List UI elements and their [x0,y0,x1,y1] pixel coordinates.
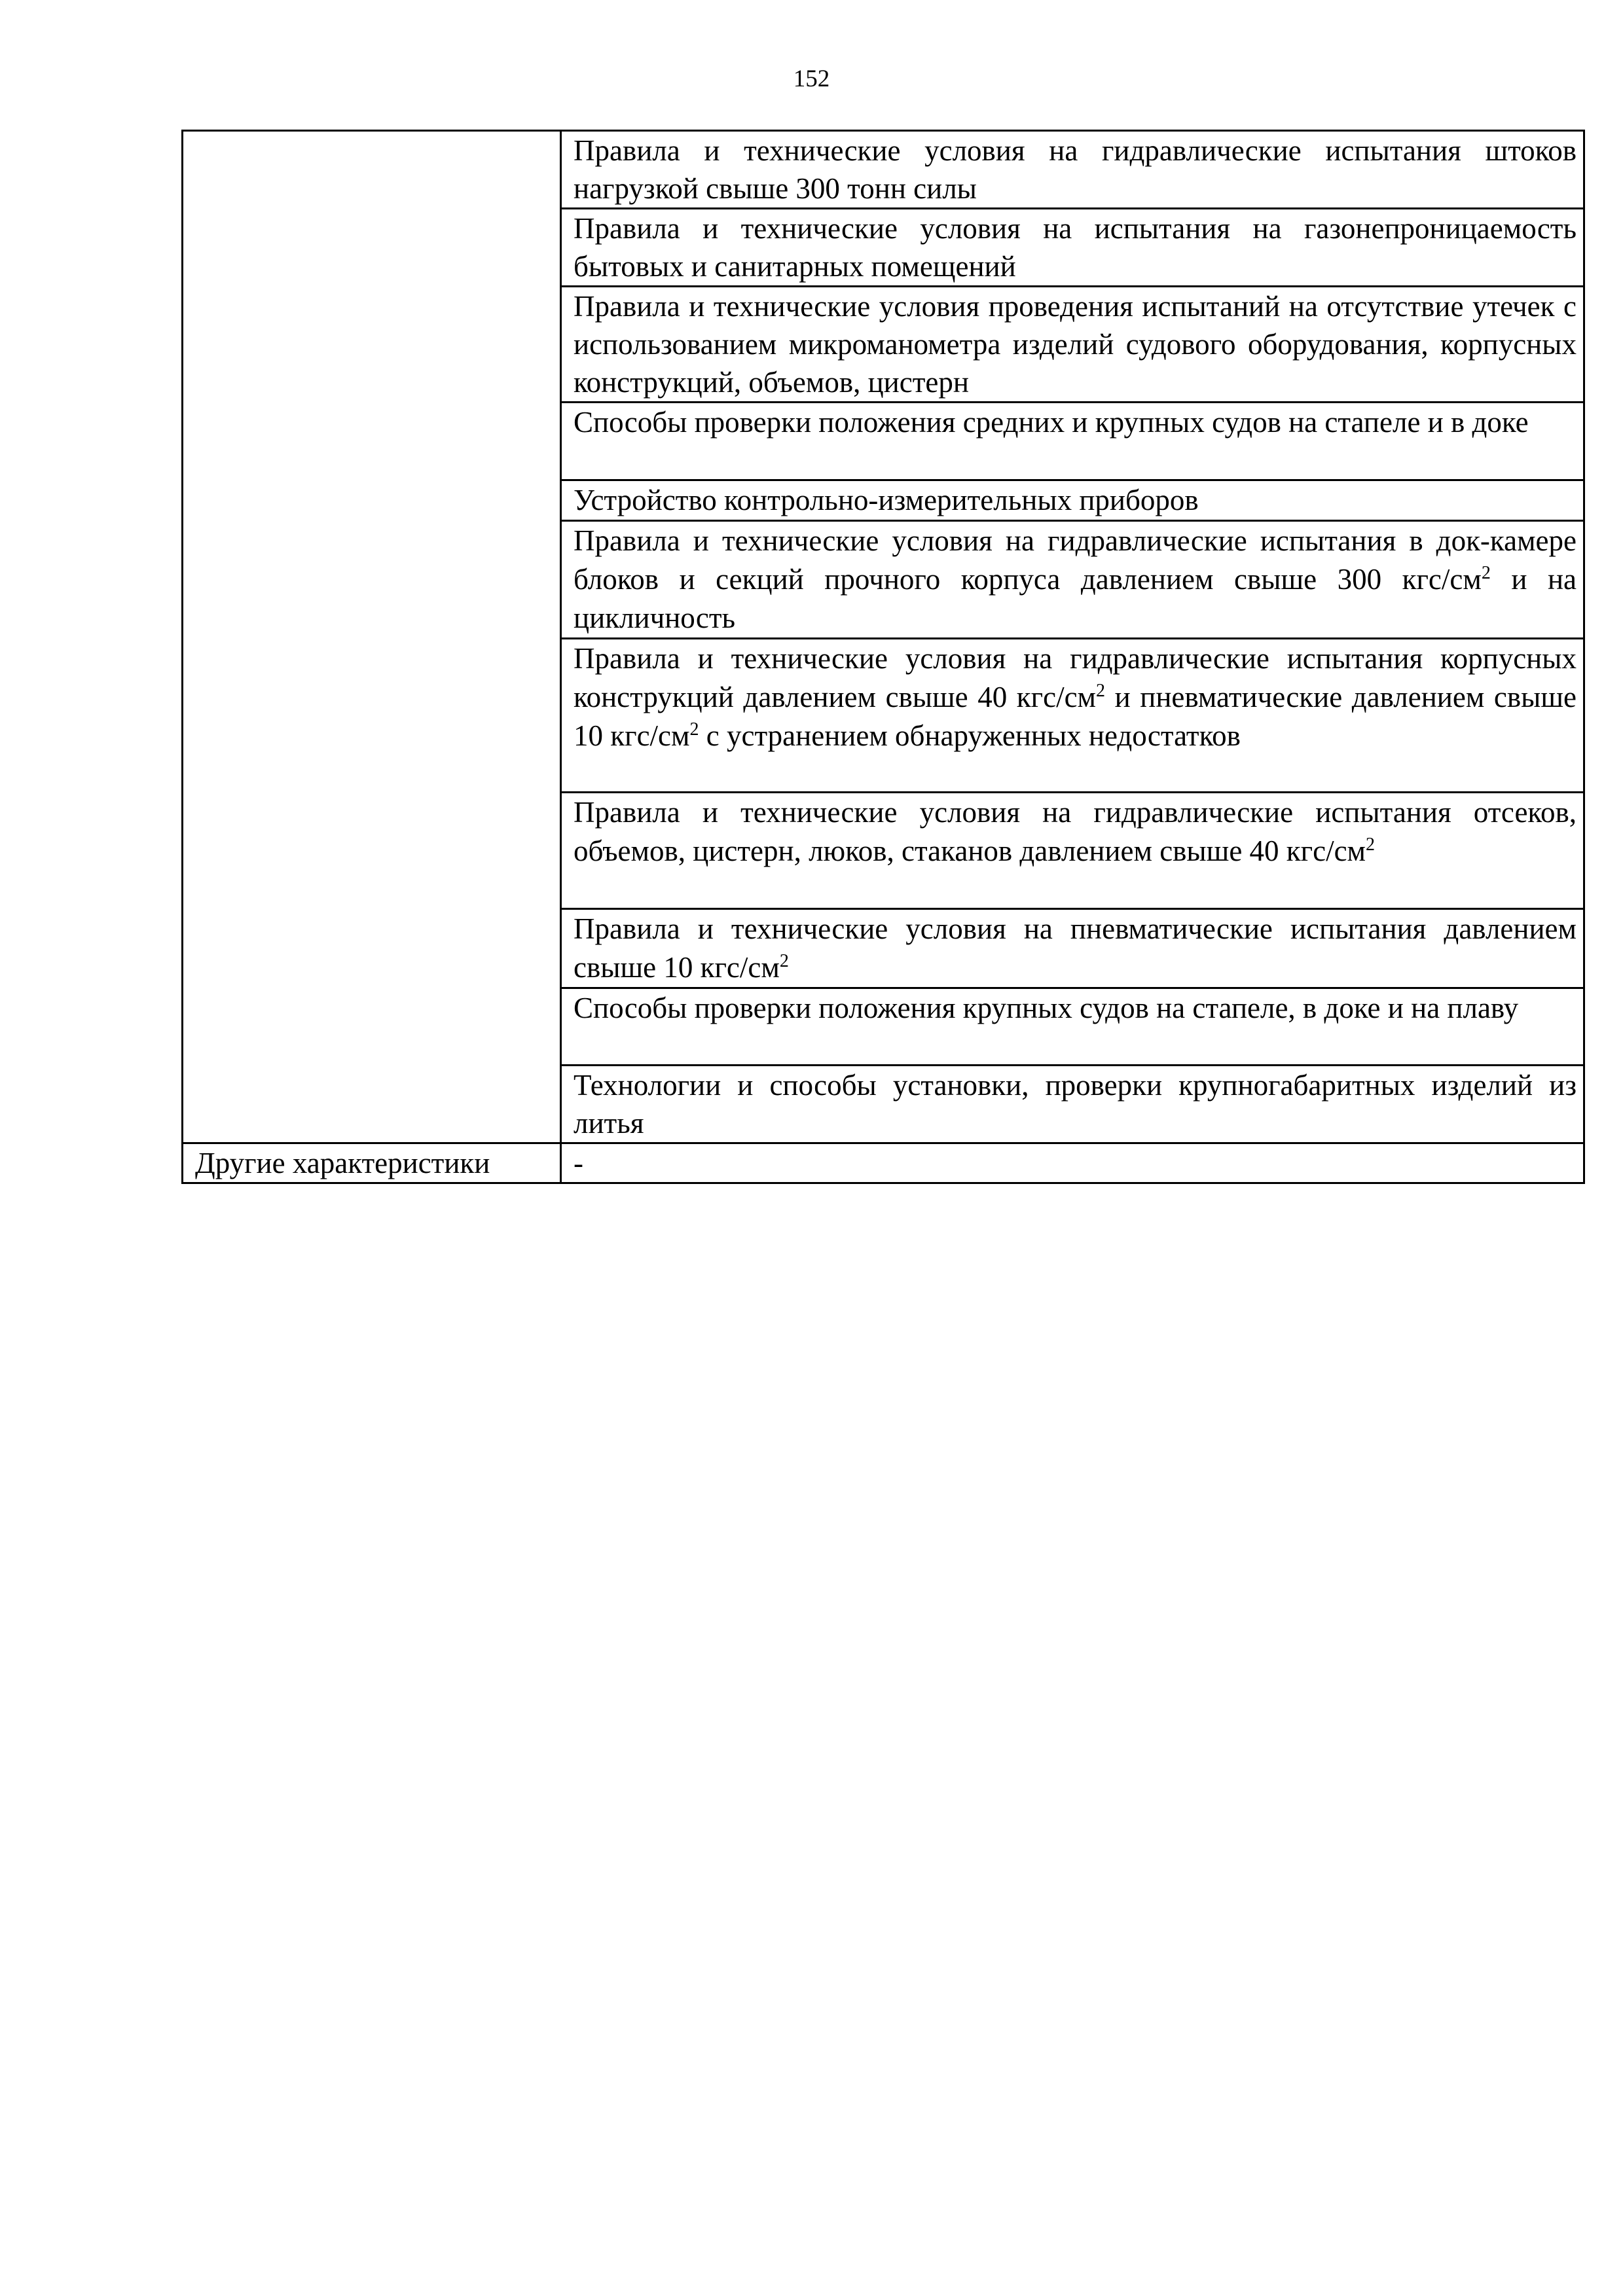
requirements-table [181,130,1585,1184]
table-row [183,1143,1584,1183]
requirement-cell: Правила и технические условия на гидравлические испытания отсеков, объемов, цистерн, люков, стаканов давлением свыше 40 кгс/$см^2$ [561,793,1584,909]
requirement-cell: Правила и технические условия на гидравлические испытания корпусных конструкций давлением свыше 40 кгс/$см^2$ и пневматические давлением свыше 10 кгс/$см^2$ с устранением обнаруженных недостатков [561,639,1584,793]
page-number: 152 [793,65,830,92]
requirement-cell: Правила и технические условия на гидравлические испытания штоков нагрузкой свыше 300 тонн силы [561,131,1584,209]
requirement-cell: Способы проверки положения крупных судов на стапеле, в доке и на плаву [561,988,1584,1066]
other-characteristics-label: Другие характеристики [183,1143,561,1183]
requirement-cell: Устройство контрольно-измерительных приборов [561,480,1584,521]
requirement-cell: Правила и технические условия на испытания на газонепроницаемость бытовых и санитарных помещений [561,209,1584,287]
category-cell-empty [183,131,561,1143]
requirement-cell: Технологии и способы установки, проверки крупногабаритных изделий из литья [561,1066,1584,1143]
table-row [183,131,1584,209]
requirement-cell: Правила и технические условия на гидравлические испытания в док-камере блоков и секций прочного корпуса давлением свыше 300 кгс/$см^2$ и на цикличность [561,521,1584,639]
requirement-cell: Правила и технические условия на пневматические испытания давлением свыше 10 кгс/$см^2$ [561,909,1584,988]
requirement-cell: Правила и технические условия проведения испытаний на отсутствие утечек с использованием микроманометра изделий судового оборудования, корпусных конструкций, объемов, цистерн [561,287,1584,403]
requirement-cell: Способы проверки положения средних и крупных судов на стапеле и в доке [561,403,1584,480]
other-characteristics-value: - [561,1143,1584,1183]
